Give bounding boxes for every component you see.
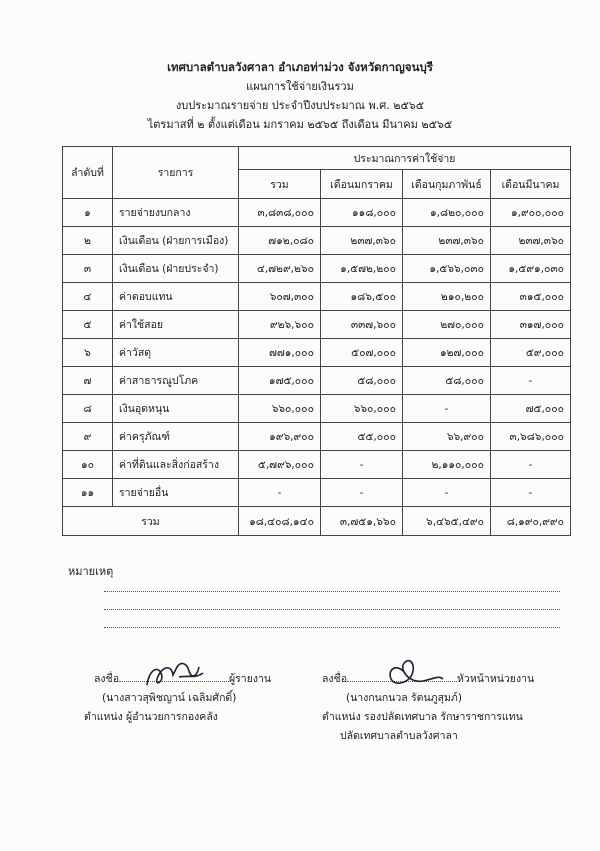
sign-role: หัวหน้าหน่วยงาน [457,673,535,685]
notes-line [104,590,560,592]
cell-jan: - [321,479,403,507]
organization-title: เทศบาลตำบลวังศาลา อำเภอท่าม่วง จังหวัดกาญจนบุรี [167,60,433,74]
cell-jan: ๖๖๐,๐๐๐ [321,395,403,423]
cell-mar: ๒๓๗,๓๖๐ [491,227,571,255]
cell-no: ๓ [63,255,113,283]
cell-jan: ๕๐๗,๐๐๐ [321,339,403,367]
cell-feb: - [403,395,491,423]
budget-table [62,146,571,536]
table-row [63,283,571,311]
table-row [63,339,571,367]
cell-mar: ๓๑๕,๐๐๐ [491,283,571,311]
header-feb: เดือนกุมภาพันธ์ [403,170,491,199]
document-header [0,58,600,134]
cell-mar: ๑,๕๙๑,๐๓๐ [491,255,571,283]
cell-total: ๕,๗๙๖,๐๐๐ [239,451,321,479]
cell-mar: - [491,479,571,507]
cell-total: ๓,๘๓๘,๐๐๐ [239,199,321,227]
cell-no: ๔ [63,283,113,311]
cell-mar: ๕๙,๐๐๐ [491,339,571,367]
cell-mar: ๓,๖๘๖,๐๐๐ [491,423,571,451]
cell-mar: - [491,367,571,395]
cell-total: ๖๐๗,๓๐๐ [239,283,321,311]
signature-right [322,670,534,746]
cell-feb: ๕๘,๐๐๐ [403,367,491,395]
cell-feb: ๑๒๗,๐๐๐ [403,339,491,367]
signer-position: ตำแหน่ง รองปลัดเทศบาล รักษาราชการแทน [322,711,523,723]
cell-feb: ๒,๑๑๐,๐๐๐ [403,451,491,479]
cell-total: ๙๒๖,๖๐๐ [239,311,321,339]
total-mar: ๘,๑๙๐,๙๙๐ [491,507,571,536]
header-mar: เดือนมีนาคม [491,170,571,199]
table-row [63,367,571,395]
cell-item: ค่าครุภัณฑ์ [113,423,239,451]
cell-total: ๑๙๖,๙๐๐ [239,423,321,451]
cell-no: ๗ [63,367,113,395]
notes-line [104,626,560,628]
header-no: ลำดับที่ [63,147,113,199]
cell-jan: ๑,๕๗๒,๒๐๐ [321,255,403,283]
cell-jan: ๕๘,๐๐๐ [321,367,403,395]
table-row [63,199,571,227]
notes-title: หมายเหตุ [68,565,114,578]
cell-feb: ๑,๘๒๐,๐๐๐ [403,199,491,227]
cell-no: ๙ [63,423,113,451]
sign-prefix: ลงชื่อ [94,673,119,685]
cell-total: ๖๖๐,๐๐๐ [239,395,321,423]
signature-scribble-icon [377,655,447,689]
table-row [63,311,571,339]
plan-title: แผนการใช้จ่ายเงินรวม [246,80,354,93]
total-sum: ๑๘,๔๐๘,๑๔๐ [239,507,321,536]
cell-no: ๑ [63,199,113,227]
cell-jan: ๒๓๗,๓๖๐ [321,227,403,255]
table-row [63,255,571,283]
total-row [63,507,571,536]
cell-item: ค่าสาธารณูปโภค [113,367,239,395]
header-total: รวม [239,170,321,199]
cell-jan: ๑๘๖,๕๐๐ [321,283,403,311]
signature-scribble-icon [139,657,209,691]
cell-no: ๖ [63,339,113,367]
cell-total: - [239,479,321,507]
table-row [63,451,571,479]
cell-item: รายจ่ายงบกลาง [113,199,239,227]
table-row [63,227,571,255]
cell-no: ๕ [63,311,113,339]
header-item: รายการ [113,147,239,199]
total-label: รวม [63,507,239,536]
table-row [63,479,571,507]
cell-item: เงินเดือน (ฝ่ายประจำ) [113,255,239,283]
cell-no: ๑๑ [63,479,113,507]
cell-total: ๔,๗๒๙,๒๖๐ [239,255,321,283]
cell-item: เงินเดือน (ฝ่ายการเมือง) [113,227,239,255]
cell-feb: ๖๖,๙๐๐ [403,423,491,451]
cell-mar: - [491,451,571,479]
quarter-period: ไตรมาสที่ ๒ ตั้งแต่เดือน มกราคม ๒๕๖๕ ถึงเดือน มีนาคม ๒๕๖๕ [147,118,453,131]
signer-name: (นางสาวสุพิชญาน์ เฉลิมศักดิ์) [102,692,237,704]
table-row [63,423,571,451]
cell-jan: - [321,451,403,479]
cell-mar: ๓๑๗,๐๐๐ [491,311,571,339]
total-jan: ๓,๗๕๑,๖๖๐ [321,507,403,536]
budget-year: งบประมาณรายจ่าย ประจำปีงบประมาณ พ.ศ. ๒๕๖๕ [175,99,425,112]
cell-total: ๗๑๒,๐๘๐ [239,227,321,255]
cell-jan: ๕๕,๐๐๐ [321,423,403,451]
total-feb: ๖,๔๖๕,๔๙๐ [403,507,491,536]
cell-jan: ๓๓๗,๖๐๐ [321,311,403,339]
cell-item: ค่าตอบแทน [113,283,239,311]
cell-item: ค่าวัสดุ [113,339,239,367]
signature-left [84,670,272,727]
header-estimate: ประมาณการค่าใช้จ่าย [239,147,571,170]
cell-item: รายจ่ายอื่น [113,479,239,507]
cell-total: ๗๗๑,๐๐๐ [239,339,321,367]
signature-line [119,681,229,682]
cell-feb: ๑,๕๖๖,๐๓๐ [403,255,491,283]
signer-position-line2: ปลัดเทศบาลตำบลวังศาลา [340,730,458,742]
signer-position: ตำแหน่ง ผู้อำนวยการกองคลัง [84,711,218,723]
cell-jan: ๑๑๘,๐๐๐ [321,199,403,227]
signature-line [347,681,457,682]
notes-line [104,608,560,610]
cell-item: ค่าที่ดินและสิ่งก่อสร้าง [113,451,239,479]
header-jan: เดือนมกราคม [321,170,403,199]
sign-prefix: ลงชื่อ [322,673,347,685]
cell-feb: ๒๑๐,๒๐๐ [403,283,491,311]
cell-item: ค่าใช้สอย [113,311,239,339]
cell-feb: ๒๓๗,๓๖๐ [403,227,491,255]
cell-mar: ๗๕,๐๐๐ [491,395,571,423]
cell-item: เงินอุดหนุน [113,395,239,423]
signer-name: (นางกนกนวล รัตนภูสุมภ์) [346,692,462,704]
cell-feb: - [403,479,491,507]
cell-total: ๑๗๕,๐๐๐ [239,367,321,395]
cell-no: ๑๐ [63,451,113,479]
table-row [63,395,571,423]
cell-feb: ๒๗๐,๐๐๐ [403,311,491,339]
sign-role: ผู้รายงาน [229,673,272,685]
cell-no: ๒ [63,227,113,255]
notes-section [68,562,548,580]
cell-no: ๘ [63,395,113,423]
cell-mar: ๑,๙๐๐,๐๐๐ [491,199,571,227]
